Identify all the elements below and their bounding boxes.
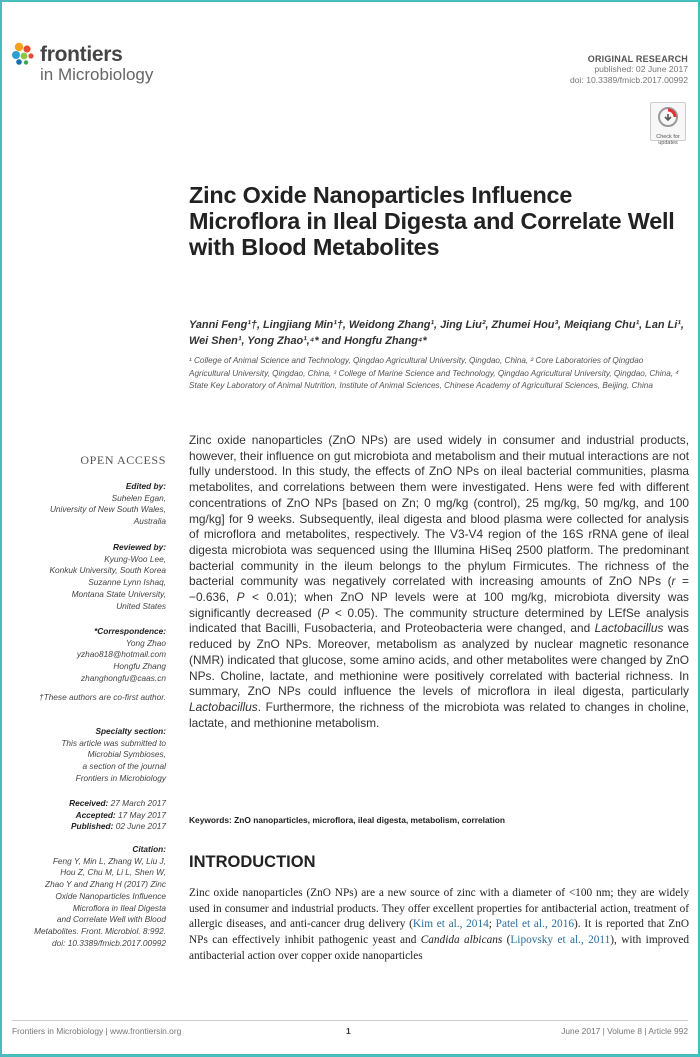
doi-link[interactable]: doi: 10.3389/fmicb.2017.00992 bbox=[569, 75, 688, 85]
edited-by-label: Edited by: bbox=[125, 481, 166, 491]
abstract-italic: Lactobacillus bbox=[594, 621, 664, 636]
abstract-text: . Furthermore, the richness of the microbiota was related to changes in choline, lactate, and methionine metabolism. bbox=[189, 699, 689, 730]
abstract-text: < 0.05). The community structure determined by LEfSe analysis indicated that Bacilli, Fusobacteria, and Proteobacteria were changed, and bbox=[189, 605, 690, 636]
introduction-heading: INTRODUCTION bbox=[189, 853, 316, 871]
article-type: ORIGINAL RESEARCH bbox=[587, 54, 688, 64]
received-label: Received: bbox=[69, 798, 109, 808]
citation-line: Oxide Nanoparticles Influence bbox=[55, 890, 166, 901]
intro-text: ; bbox=[488, 918, 496, 931]
keywords: Keywords: ZnO nanoparticles, microflora, ileal digesta, metabolism, correlation bbox=[189, 815, 506, 825]
reviewed-by-section bbox=[12, 542, 166, 612]
check-updates-label: Check for updates bbox=[656, 134, 680, 147]
article-title: Zinc Oxide Nanoparticles Influence Microflora in Ileal Digesta and Correlate Well with Blood Metabolites bbox=[189, 182, 675, 260]
update-mark-icon bbox=[657, 106, 679, 128]
abstract-text: was reduced by ZnO NPs. Moreover, metabolism as analyzed by nuclear magnetic resonance (NMR) indicated that glucose, some amino acids, and other metabolites were changed by ZnO NPs. Choline, lactate, and methionine were positively correlated with bacterial richness. In summary, ZnO NPs could influence the levels of microflora in ileal digesta, particularly bbox=[189, 621, 689, 699]
journal-brand: frontiers bbox=[40, 43, 123, 66]
intro-text: ). It is reported that ZnO NPs can effectively inhibit pathogenic yeast and bbox=[189, 918, 690, 947]
published-date-sidebar: 02 June 2017 bbox=[115, 821, 166, 832]
footer-divider bbox=[12, 1020, 688, 1021]
citation-line: Feng Y, Min L, Zhang W, Liu J, bbox=[52, 855, 166, 866]
journal-section: in Microbiology bbox=[40, 65, 154, 84]
cofirst-note: †These authors are co-first author. bbox=[39, 691, 166, 702]
correspondence-section bbox=[12, 626, 166, 703]
check-for-updates-button[interactable] bbox=[650, 102, 686, 147]
editor-line: Australia bbox=[133, 516, 166, 527]
reviewer-line: United States bbox=[116, 600, 166, 611]
abstract-italic: P bbox=[236, 590, 245, 605]
affiliations: ¹ College of Animal Science and Technology, Qingdao Agricultural University, Qingdao, China, ² Core Laboratories of Qingdao Agricultural University, Qingdao, China, ³ College of Marine Science and Technology, Qingdao Agricultural University, Qingdao, China, ⁴ State Key Laboratory of Animal Nutrition, Institute of Animal Sciences, Chinese Academy of Agricultural Sciences, Beijing, China bbox=[189, 356, 679, 390]
abstract-text: = −0.636, bbox=[189, 574, 690, 605]
published-label: Published: bbox=[70, 821, 114, 832]
published-date: published: 02 June 2017 bbox=[594, 64, 688, 74]
citation-label: Citation: bbox=[132, 844, 166, 854]
correspondent-name: Hongfu Zhang bbox=[113, 661, 166, 672]
editor-line: University of New South Wales, bbox=[49, 504, 166, 515]
author-list: Yanni Feng¹†, Lingjiang Min¹†, Weidong Zhang¹, Jing Liu², Zhumei Hou³, Meiqiang Chu¹, Lan Li¹, Wei Shen¹, Yong Zhao¹,⁴* and Hongfu Zhang⁴* bbox=[189, 319, 684, 347]
reviewer-line: Kyung-Woo Lee, bbox=[104, 553, 166, 564]
intro-text: Zinc oxide nanoparticles (ZnO NPs) are a new source of zinc with a diameter of <100 nm; they are widely used in consumer and industrial products. They offer excellent properties for antibacterial action, treatment of allergic diseases, and anti-cancer drug delivery ( bbox=[189, 887, 689, 931]
reviewer-line: Montana State University, bbox=[71, 588, 166, 599]
footer-journal-link[interactable]: Frontiers in Microbiology | www.frontiersin.org bbox=[12, 1026, 182, 1036]
abstract-italic: Lactobacillus bbox=[189, 699, 258, 714]
intro-italic: Candida albicans bbox=[420, 934, 503, 947]
reviewer-line: Suzanne Lynn Ishaq, bbox=[88, 577, 166, 588]
citation-section bbox=[12, 844, 166, 949]
accepted-label: Accepted: bbox=[75, 809, 116, 820]
intro-text: ( bbox=[502, 934, 511, 947]
abstract-text: Zinc oxide nanoparticles (ZnO NPs) are used widely in consumer and industrial products, however, their influence on gut microbiota and metabolism and their mutual interactions are not fully understood. In this study, the effects of ZnO NPs on ileal bacterial communities, plasma metabolites, and correlations between them were investigated. Hens were fed with different concentrations of ZnO NPs [based on Zn; 0 mg/kg (control), 25 mg/kg, 50 mg/kg, and 100 mg/kg] for 9 weeks. Subsequently, ileal digesta and blood plasma were collected for analysis of microflora and metabolites, respectively. The V3-V4 region of the 16S rRNA gene of ileal digesta microbiota was sequenced using the Illumina HiSeq 2500 platform. The predominant bacterial community in the ileum belongs to the phylum Firmicutes. The richness of the bacterial community was negatively correlated with increasing amounts of ZnO NPs ( bbox=[189, 433, 689, 589]
reviewed-by-label: Reviewed by: bbox=[112, 542, 166, 552]
reviewer-line: Konkuk University, South Korea bbox=[49, 565, 166, 576]
abstract-text: < 0.01); when ZnO NP levels were at 100 mg/kg, microbiota diversity was significantly decreased ( bbox=[189, 590, 689, 620]
specialty-line: Microbial Symbioses, bbox=[87, 749, 166, 760]
citation-doi-link[interactable]: doi: 10.3389/fmicb.2017.00992 bbox=[52, 937, 166, 948]
citation-line: Microflora in Ileal Digesta bbox=[72, 902, 166, 913]
citation-line: Hou Z, Chu M, Li L, Shen W, bbox=[60, 867, 166, 878]
specialty-section bbox=[12, 726, 166, 785]
correspondent-name: Yong Zhao bbox=[125, 637, 166, 648]
citation-link[interactable]: Kim et al., 2014 bbox=[412, 918, 489, 931]
editor-line: Suhelen Egan, bbox=[111, 492, 166, 503]
specialty-label: Specialty section: bbox=[95, 726, 166, 736]
citation-line: Zhao Y and Zhang H (2017) Zinc bbox=[45, 879, 166, 890]
page-number: 1 bbox=[346, 1026, 351, 1036]
introduction-body bbox=[189, 886, 689, 965]
correspondent-email-link[interactable]: zhanghongfu@caas.cn bbox=[81, 672, 166, 683]
intro-text: ), with improved antibacterial action over copper oxide nanoparticles bbox=[189, 934, 689, 962]
open-access-label: OPEN ACCESS bbox=[80, 453, 166, 467]
specialty-line: a section of the journal bbox=[82, 761, 166, 772]
dates-section bbox=[12, 798, 166, 833]
edited-by-section bbox=[12, 481, 166, 528]
citation-link[interactable]: Lipovsky et al., 2011 bbox=[510, 934, 611, 947]
citation-line: Metabolites. Front. Microbiol. 8:992. bbox=[34, 925, 166, 936]
abstract-italic: r bbox=[671, 574, 676, 589]
accepted-date: 17 May 2017 bbox=[118, 809, 166, 820]
received-date: 27 March 2017 bbox=[110, 798, 166, 808]
abstract bbox=[189, 433, 689, 731]
footer-issue-info: June 2017 | Volume 8 | Article 992 bbox=[561, 1026, 688, 1036]
correspondent-email-link[interactable]: yzhao818@hotmail.com bbox=[76, 649, 166, 660]
frontiers-logo-icon bbox=[10, 41, 36, 67]
specialty-line: This article was submitted to bbox=[61, 737, 166, 748]
specialty-line: Frontiers in Microbiology bbox=[75, 772, 166, 783]
citation-line: and Correlate Well with Blood bbox=[56, 914, 166, 925]
abstract-italic: P bbox=[321, 605, 330, 620]
page bbox=[2, 2, 698, 1054]
correspondence-label: *Correspondence: bbox=[94, 626, 166, 636]
citation-link[interactable]: Patel et al., 2016 bbox=[495, 918, 575, 931]
